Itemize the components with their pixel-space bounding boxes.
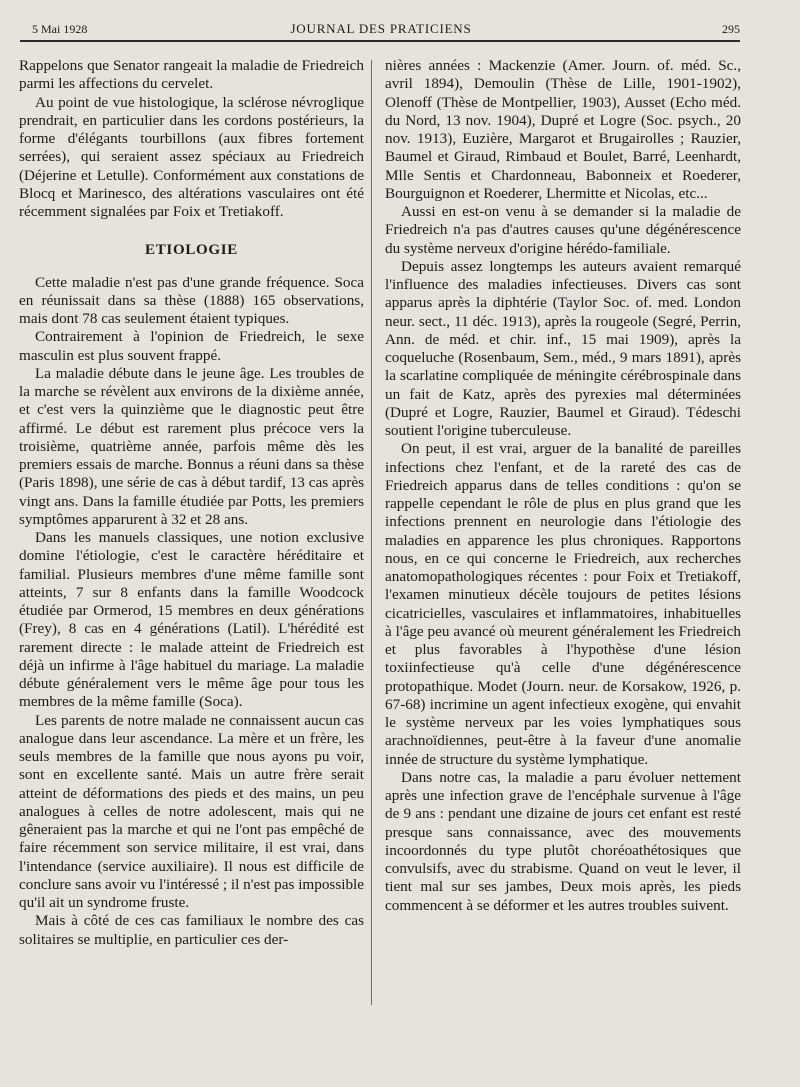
paragraph: Dans les manuels classiques, une notion exclusive domine l'étiologie, c'est le caractère héréditaire et familial. Plusieurs membres d'une même famille sont atteints, 7 sur 8 enfants dans la famille Woodcock étudiée par Ormerod, 15 membres en deux générations (Frey), 8 cas en 4 générations (Latil). L'hérédité est rarement directe : le malade atteint de Friedreich est déjà un infirme à l'âge habituel du mariage. La maladie débute généralement vers le même âge pour tous les membres de la même famille (Soca). — [19, 529, 364, 711]
paragraph: Mais à côté de ces cas familiaux le nombre des cas solitaires se multiplie, en particulier ces der- — [19, 912, 364, 948]
paragraph: On peut, il est vrai, arguer de la banalité de pareilles infections chez l'enfant, et de la rareté des cas de Friedreich apparus dans de telles conditions : qu'on se rappelle cependant le rôle de plus en plus grand que les infections prennent en neurologie dans l'étiologie des maladies en apparence les plus chroniques. Rapportons nous, en ce qui concerne le Friedreich, aux recherches anatomopathologiques récentes : pour Foix et Tretiakoff, l'examen minutieux décèle toujours de petites lésions cicatricielles, vasculaires et inflammatoires, inhabituelles à l'âge peu avancé où meurent généralement les Friedreich et plus favorables à l'hypothèse d'une lésion toxiinfectieuse qu'à celle d'une dégénérescence protopathique. Modet (Journ. neur. de Korsakow, 1926, p. 67-68) incrimine un agent infectieux exogène, qui envahit le système nerveux par les voies lymphatiques sous arachnoïdiennes, peut-être à la faveur d'une anomalie innée de structure du système lymphatique. — [385, 440, 741, 768]
paragraph: Depuis assez longtemps les auteurs avaient remarqué l'influence des maladies infectieuses. Divers cas sont apparus après la diphtérie (Taylor Soc. of. med. London neur. sect., 11 déc. 1913), après la rougeole (Segré, Perrin, Ann. de méd. et chir. inf., 15 mai 1909), après la coqueluche (Rosenbaum, Sem., méd., 9 mars 1891), après la scarlatine compliquée de méningite cérébrospinale dans un fait de Katz, après des pyrexies mal déterminées (Dupré et Logre, Rauzier, Baumel et Giraud). Tédeschi soutient l'origine tuberculeuse. — [385, 257, 741, 439]
paragraph: Aussi en est-on venu à se demander si la maladie de Friedreich n'a pas d'autres causes qu'une dégénérescence du système nerveux d'origine hérédo-familiale. — [385, 203, 741, 257]
section-heading: ETIOLOGIE — [145, 242, 238, 259]
paragraph: Les parents de notre malade ne connaissent aucun cas analogue dans leur ascendance. La mère et un frère, les seuls membres de la famille que nous ayons pu voir, sont en excellente santé. Mais un autre frère serait atteint de déformations des pieds et des mains, un peu analogues à celles de notre adolescent, mais qui ne gêneraient pas la marche et qui ne l'ont pas empêché de faire récemment son service militaire, il est vrai, dans l'intendance (service auxiliaire). Il nous est difficile de conclure sans avoir vu l'intéressé ; il n'est pas impossible qu'il ait un syndrome fruste. — [19, 711, 365, 911]
issue-date: 5 Mai 1928 — [32, 22, 88, 36]
paragraph: Rappelons que Senator rangeait la maladie de Friedreich parmi les affections du cervelet. — [19, 57, 364, 93]
paragraph: La maladie débute dans le jeune âge. Les troubles de la marche se révèlent aux environs de la dixième année, et c'est vers la quinzième que le diagnostic peut être affirmé. Le début est rarement plus précoce vers la troisième, quatrième année, parfois même dès les premiers essais de marche. Bonnus a réuni dans sa thèse (Paris 1898), une série de cas à début tardif, 13 cas après vingt ans. Dans la famille étudiée par Potts, les premiers symptômes apparurent à 32 et 28 ans. — [19, 364, 364, 528]
header-rule — [20, 40, 740, 42]
column-divider — [371, 60, 372, 1005]
paragraph: Au point de vue histologique, la sclérose névroglique prendrait, en particulier dans les cordons postérieurs, la forme d'élégants tourbillons (aux fibres fortement serrées), qui seraient assez spéciaux au Friedreich (Déjerine et Letulle). Conformément aux constations de Blocq et Marinesco, des altérations vasculaires ont été récemment signalées par Foix et Tretiakoff. — [19, 93, 364, 220]
paragraph: Dans notre cas, la maladie a paru évoluer nettement après une infection grave de l'encéphale survenue à l'âge de 9 ans : pendant une dizaine de jours cet enfant est resté presque sans connaissance, avec des mouvements incoordonnés du type plutôt choréoathétosiques que convulsifs, avec du strabisme. Quand on veut le lever, il tient mal sur ses jambes, Deux mois après, les pieds commencent à se déformer et les autres troubles suivent. — [385, 768, 741, 914]
paragraph: Cette maladie n'est pas d'une grande fréquence. Soca en réunissait dans sa thèse (1888) 165 observations, mais dont 78 cas seulement étaient typiques. — [19, 273, 364, 327]
page-header — [22, 18, 740, 38]
page-number: 295 — [722, 22, 740, 36]
paragraph: Contrairement à l'opinion de Friedreich, le sexe masculin est plus souvent frappé. — [19, 328, 364, 364]
paragraph: nières années : Mackenzie (Amer. Journ. of. méd. Sc., avril 1894), Demoulin (Thèse de Lille, 1901-1902), Olenoff (Thèse de Montpellier, 1903), Ausset (Echo méd. du Nord, 13 nov. 1904), Dupré et Logre (Soc. psych., 20 nov. 1913), Euzière, Margarot et Brugairolles ; Rauzier, Baumel et Giraud, Rimbaud et Boulet, Barré, Leenhardt, Mlle Sentis et Chardonneau, Babonneix et Roederer, Bourguignon et Roederer, Lhermitte et Nicolas, etc... — [385, 57, 741, 202]
left-column — [19, 57, 364, 949]
journal-title: JOURNAL DES PRATICIENS — [290, 21, 472, 36]
right-column — [385, 57, 741, 915]
